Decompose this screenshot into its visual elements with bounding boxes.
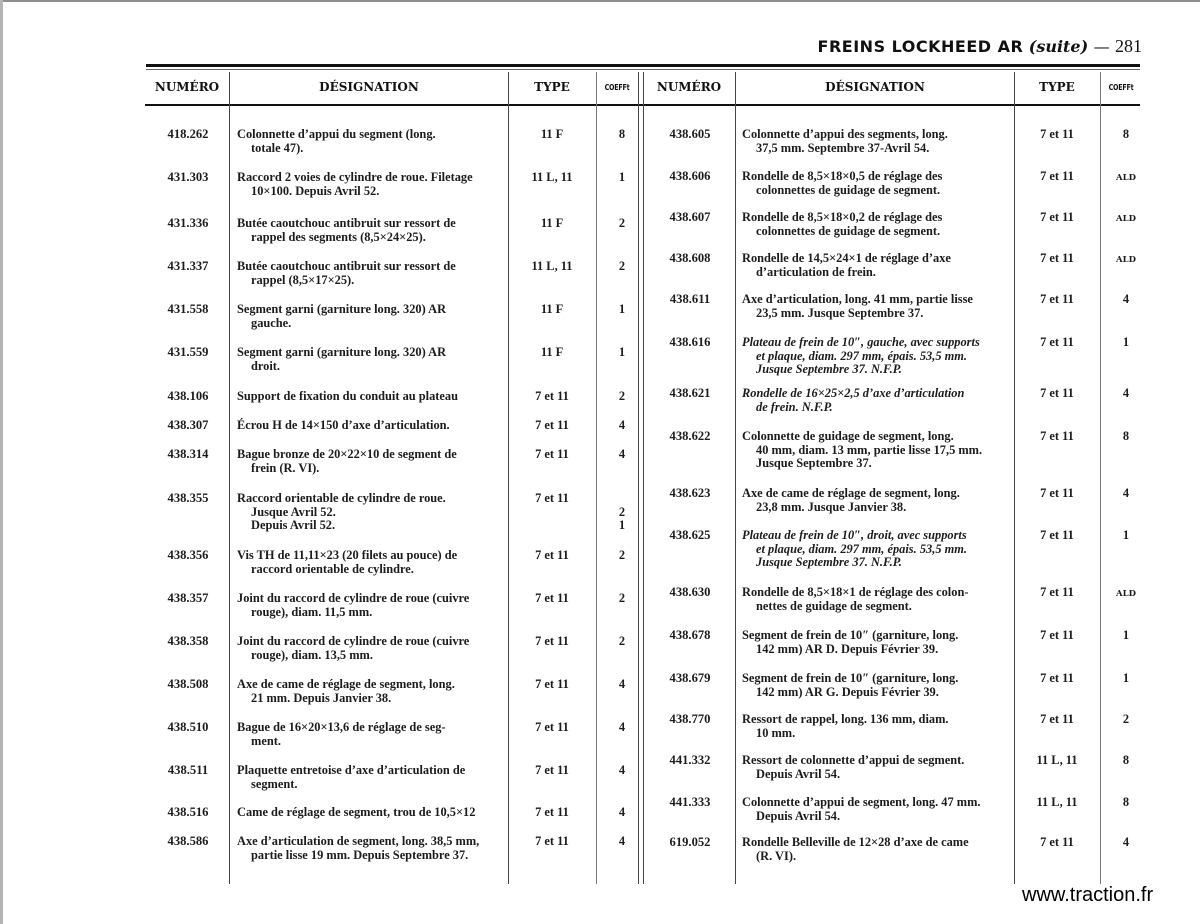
part-designation — [237, 635, 507, 662]
coefficient: 8 — [1122, 127, 1130, 141]
vehicle-type: 7 et 11 — [535, 591, 569, 605]
part-designation — [237, 592, 507, 619]
designation-line: Depuis Avril 52. — [251, 518, 336, 532]
coefficient: 1 — [618, 170, 626, 184]
vehicle-type: 11 L, 11 — [531, 170, 573, 184]
designation-line: et plaque, diam. 297 mm, épais. 53,5 mm. — [756, 541, 967, 556]
part-designation — [237, 217, 507, 244]
part-number: 438.608 — [669, 251, 711, 265]
part-designation — [742, 836, 1012, 863]
designation-line: Axe de came de réglage de segment, long. — [237, 677, 455, 691]
divider-left-designation — [508, 72, 509, 884]
vehicle-type: 7 et 11 — [535, 548, 569, 562]
designation-line: 23,5 mm. Jusque Septembre 37. — [756, 305, 924, 320]
part-number: 438.625 — [669, 528, 711, 542]
designation-line: colonnettes de guidage de segment. — [756, 223, 941, 238]
vehicle-type: 7 et 11 — [1040, 486, 1074, 500]
part-number: 438.679 — [669, 671, 711, 685]
header-coeff-left: COEFFt — [604, 83, 630, 92]
part-designation — [237, 678, 507, 705]
coefficient: 4 — [618, 720, 626, 734]
coefficient: ALD — [1116, 173, 1136, 183]
divider-center-a — [638, 72, 639, 884]
part-number: 441.333 — [669, 795, 711, 809]
part-designation — [237, 346, 507, 373]
vehicle-type: 7 et 11 — [1040, 335, 1074, 349]
designation-line: Raccord 2 voies de cylindre de roue. Filetage — [237, 170, 473, 184]
designation-line: Came de réglage de segment, trou de 10,5×12 — [237, 805, 476, 819]
coefficient: 2 — [618, 504, 626, 519]
designation-line: Colonnette d’appui des segments, long. — [742, 127, 948, 141]
coefficient: 2 — [618, 634, 626, 648]
header-type-left: TYPE — [534, 80, 570, 94]
part-designation — [742, 487, 1012, 514]
designation-line: Joint du raccord de cylindre de roue (cuivre — [237, 591, 470, 605]
vehicle-type: 7 et 11 — [535, 634, 569, 648]
designation-line: Écrou H de 14×150 d’axe d’articulation. — [237, 418, 450, 432]
designation-line: Colonnette d’appui du segment (long. — [237, 127, 436, 141]
part-number: 438.622 — [669, 429, 711, 443]
part-number: 438.607 — [669, 210, 711, 224]
designation-line: Jusque Avril 52. — [251, 504, 336, 519]
vehicle-type: 7 et 11 — [535, 834, 569, 848]
designation-line: Ressort de rappel, long. 136 mm, diam. — [742, 712, 949, 726]
coefficient: 8 — [1122, 795, 1130, 809]
designation-line: Rondelle de 8,5×18×0,5 de réglage des — [742, 169, 943, 183]
designation-line: 10×100. Depuis Avril 52. — [251, 183, 380, 198]
part-number: 438.611 — [669, 292, 711, 306]
designation-line: 142 mm) AR G. Depuis Février 39. — [756, 684, 939, 699]
vehicle-type: 7 et 11 — [1040, 210, 1074, 224]
coefficient: 4 — [618, 763, 626, 777]
designation-line: rappel (8,5×17×25). — [251, 272, 355, 287]
coefficient: 2 — [618, 591, 626, 605]
part-number: 441.332 — [669, 753, 711, 767]
part-number: 619.052 — [669, 835, 711, 849]
designation-line: Depuis Avril 54. — [756, 808, 841, 823]
part-number: 438.511 — [167, 763, 209, 777]
part-number: 438.358 — [167, 634, 209, 648]
part-number: 438.605 — [669, 127, 711, 141]
part-number: 431.336 — [167, 216, 209, 230]
designation-line: Jusque Septembre 37. N.F.P. — [756, 555, 902, 569]
coefficient: 2 — [1122, 712, 1130, 726]
part-number: 431.337 — [167, 259, 209, 273]
part-designation — [742, 629, 1012, 656]
vehicle-type: 7 et 11 — [1040, 292, 1074, 306]
divider-left-numero — [229, 72, 230, 884]
designation-line: et plaque, diam. 297 mm, épais. 53,5 mm. — [756, 348, 967, 363]
part-number: 438.586 — [167, 834, 209, 848]
part-designation — [742, 387, 1012, 414]
vehicle-type: 11 F — [540, 345, 564, 359]
part-designation — [742, 128, 1012, 155]
vehicle-type: 7 et 11 — [1040, 127, 1074, 141]
vehicle-type: 11 L, 11 — [1036, 795, 1078, 809]
section-title: FREINS LOCKHEED AR — [817, 37, 1024, 56]
part-number: 418.262 — [167, 127, 209, 141]
designation-line: Segment de frein de 10″ (garniture, long. — [742, 628, 959, 642]
designation-line: Raccord orientable de cylindre de roue. — [237, 491, 446, 505]
coefficient: 2 — [618, 259, 626, 273]
designation-line: Segment garni (garniture long. 320) AR — [237, 345, 447, 359]
coefficient: 4 — [1122, 386, 1130, 400]
designation-line: d’articulation de frein. — [756, 264, 876, 279]
header-type-right: TYPE — [1039, 80, 1075, 94]
vehicle-type: 7 et 11 — [535, 677, 569, 691]
header-numero-left: NUMÉRO — [154, 80, 220, 94]
coefficient: 1 — [1122, 335, 1130, 349]
part-designation — [237, 721, 507, 748]
vehicle-type: 7 et 11 — [535, 418, 569, 432]
designation-line: Plateau de frein de 10″, droit, avec supports — [742, 528, 967, 542]
designation-line: Depuis Avril 54. — [756, 766, 841, 781]
coefficient: 4 — [1122, 292, 1130, 306]
coefficient: 4 — [1122, 835, 1130, 849]
vehicle-type: 7 et 11 — [535, 389, 569, 403]
designation-line: Vis TH de 11,11×23 (20 filets au pouce) de — [237, 548, 458, 562]
part-number: 438.516 — [167, 805, 209, 819]
vehicle-type: 7 et 11 — [535, 805, 569, 819]
vehicle-type: 11 L, 11 — [531, 259, 573, 273]
part-designation — [237, 303, 507, 330]
divider-center-b — [643, 72, 644, 884]
part-designation — [742, 754, 1012, 781]
designation-line: Rondelle Belleville de 12×28 d’axe de came — [742, 835, 969, 849]
coefficient: ALD — [1116, 255, 1136, 265]
designation-line: Rondelle de 8,5×18×0,2 de réglage des — [742, 210, 943, 224]
coefficient: 8 — [618, 127, 626, 141]
vehicle-type: 11 F — [540, 216, 564, 230]
designation-line: 21 mm. Depuis Janvier 38. — [251, 690, 392, 705]
coefficient: 4 — [618, 677, 626, 691]
designation-line: Axe d’articulation de segment, long. 38,5 mm, — [237, 834, 480, 848]
designation-line: colonnettes de guidage de segment. — [756, 182, 941, 197]
part-number: 438.623 — [669, 486, 711, 500]
coefficient: 8 — [1122, 429, 1130, 443]
coefficient: 2 — [618, 548, 626, 562]
scan-edge-left — [0, 0, 3, 924]
designation-line: totale 47). — [251, 140, 304, 155]
designation-line: Segment de frein de 10″ (garniture, long. — [742, 671, 959, 685]
vehicle-type: 7 et 11 — [1040, 386, 1074, 400]
header-numero-right: NUMÉRO — [656, 80, 722, 94]
coefficient: 4 — [618, 447, 626, 461]
part-designation — [237, 806, 507, 820]
part-number: 438.508 — [167, 677, 209, 691]
coefficient: 1 — [1122, 528, 1130, 542]
vehicle-type: 7 et 11 — [535, 491, 569, 505]
header-coeff-right: COEFFt — [1108, 83, 1134, 92]
vehicle-type: 7 et 11 — [1040, 429, 1074, 443]
designation-line: Colonnette d’appui de segment, long. 47 mm. — [742, 795, 981, 809]
part-number: 438.616 — [669, 335, 711, 349]
header-top-rule — [146, 64, 1140, 67]
coefficient: 2 — [618, 216, 626, 230]
designation-line: partie lisse 19 mm. Depuis Septembre 37. — [251, 847, 469, 862]
vehicle-type: 7 et 11 — [535, 720, 569, 734]
header-top-rule-thin — [146, 69, 1140, 70]
vehicle-type: 7 et 11 — [1040, 628, 1074, 642]
designation-line: Rondelle de 8,5×18×1 de réglage des colon- — [742, 585, 969, 599]
designation-line: nettes de guidage de segment. — [756, 598, 912, 613]
designation-line: Plaquette entretoise d’axe d’articulation de — [237, 763, 466, 777]
part-designation — [742, 293, 1012, 320]
part-number: 438.106 — [167, 389, 209, 403]
part-number: 438.307 — [167, 418, 209, 432]
vehicle-type: 7 et 11 — [535, 763, 569, 777]
designation-line: Bague bronze de 20×22×10 de segment de — [237, 447, 457, 461]
designation-line: 142 mm) AR D. Depuis Février 39. — [756, 641, 939, 656]
part-designation — [237, 448, 507, 475]
coefficient: 1 — [618, 518, 626, 532]
part-number: 431.303 — [167, 170, 209, 184]
header-designation-right: DÉSIGNATION — [825, 80, 925, 94]
watermark: www.traction.fr — [1022, 884, 1154, 906]
coefficient: ALD — [1116, 214, 1136, 224]
designation-line: Axe de came de réglage de segment, long. — [742, 486, 960, 500]
part-designation — [742, 252, 1012, 279]
part-designation — [742, 796, 1012, 823]
designation-line: Butée caoutchouc antibruit sur ressort de — [237, 259, 456, 273]
coefficient: 4 — [618, 805, 626, 819]
part-designation — [237, 171, 507, 198]
designation-line: Plateau de frein de 10″, gauche, avec supports — [742, 335, 980, 349]
vehicle-type: 7 et 11 — [1040, 671, 1074, 685]
part-designation — [237, 492, 507, 533]
designation-line: 23,8 mm. Jusque Janvier 38. — [756, 499, 907, 514]
coefficient: ALD — [1116, 589, 1136, 599]
part-designation — [237, 549, 507, 576]
part-designation — [742, 529, 1012, 570]
part-number: 438.356 — [167, 548, 209, 562]
part-number: 438.355 — [167, 491, 209, 505]
designation-line: ment. — [251, 733, 281, 748]
designation-line: 37,5 mm. Septembre 37-Avril 54. — [756, 140, 930, 155]
designation-line: Jusque Septembre 37. N.F.P. — [756, 362, 902, 376]
designation-line: Rondelle de 16×25×2,5 d’axe d’articulation — [742, 386, 965, 400]
designation-line: Support de fixation du conduit au plateau — [237, 389, 459, 403]
vehicle-type: 7 et 11 — [1040, 169, 1074, 183]
title-dash: — — [1093, 37, 1110, 56]
designation-line: droit. — [251, 358, 281, 373]
designation-line: Joint du raccord de cylindre de roue (cuivre — [237, 634, 470, 648]
part-number: 438.357 — [167, 591, 209, 605]
coefficient: 1 — [618, 302, 626, 316]
coefficient: 1 — [618, 345, 626, 359]
part-designation — [742, 336, 1012, 377]
vehicle-type: 7 et 11 — [1040, 585, 1074, 599]
part-number: 438.606 — [669, 169, 711, 183]
coefficient: 4 — [618, 834, 626, 848]
part-number: 438.621 — [669, 386, 711, 400]
divider-right-numero — [735, 72, 736, 884]
designation-line: raccord orientable de cylindre. — [251, 561, 414, 576]
scan-edge-top — [0, 0, 1200, 2]
designation-line: rouge), diam. 13,5 mm. — [251, 647, 373, 662]
designation-line: Segment garni (garniture long. 320) AR — [237, 302, 447, 316]
designation-line: (R. VI). — [756, 848, 797, 863]
vehicle-type: 11 F — [540, 127, 564, 141]
part-designation — [237, 390, 507, 404]
coefficient: 1 — [1122, 628, 1130, 642]
designation-line: rappel des segments (8,5×24×25). — [251, 229, 426, 244]
designation-line: Axe d’articulation, long. 41 mm, partie lisse — [742, 292, 973, 306]
designation-line: de frein. N.F.P. — [756, 399, 833, 414]
vehicle-type: 7 et 11 — [1040, 251, 1074, 265]
page-number: 281 — [1115, 36, 1142, 56]
section-title-suite: (suite) — [1028, 37, 1089, 56]
part-designation — [742, 586, 1012, 613]
part-number: 438.630 — [669, 585, 711, 599]
coefficient: 8 — [1122, 753, 1130, 767]
part-number: 431.558 — [167, 302, 209, 316]
part-number: 431.559 — [167, 345, 209, 359]
vehicle-type: 7 et 11 — [1040, 528, 1074, 542]
vehicle-type: 7 et 11 — [1040, 712, 1074, 726]
divider-left-type — [596, 72, 597, 884]
designation-line: 40 mm, diam. 13 mm, partie lisse 17,5 mm. — [756, 442, 983, 457]
part-designation — [742, 170, 1012, 197]
divider-right-type — [1100, 72, 1101, 884]
part-designation — [237, 128, 507, 155]
designation-line: frein (R. VI). — [251, 460, 320, 475]
designation-line: Bague de 16×20×13,6 de réglage de seg- — [237, 720, 446, 734]
part-number: 438.510 — [167, 720, 209, 734]
designation-line: rouge), diam. 11,5 mm. — [251, 604, 373, 619]
part-designation — [237, 835, 507, 862]
coefficient: 1 — [1122, 671, 1130, 685]
coefficient: 4 — [1122, 486, 1130, 500]
designation-line: gauche. — [251, 315, 292, 330]
part-number: 438.678 — [669, 628, 711, 642]
vehicle-type: 11 L, 11 — [1036, 753, 1078, 767]
vehicle-type: 7 et 11 — [535, 447, 569, 461]
vehicle-type: 7 et 11 — [1040, 835, 1074, 849]
part-designation — [237, 764, 507, 791]
designation-line: Jusque Septembre 37. — [756, 456, 872, 470]
designation-line: Ressort de colonnette d’appui de segment. — [742, 753, 965, 767]
vehicle-type: 11 F — [540, 302, 564, 316]
header-designation-left: DÉSIGNATION — [319, 80, 419, 94]
part-designation — [742, 430, 1012, 471]
designation-line: Colonnette de guidage de segment, long. — [742, 429, 954, 443]
part-number: 438.770 — [669, 712, 711, 726]
part-number: 438.314 — [167, 447, 209, 461]
part-designation — [237, 419, 507, 433]
designation-line: 10 mm. — [756, 725, 796, 740]
coefficient: 2 — [618, 389, 626, 403]
part-designation — [237, 260, 507, 287]
part-designation — [742, 672, 1012, 699]
part-designation — [742, 211, 1012, 238]
designation-line: segment. — [251, 776, 298, 791]
designation-line: Butée caoutchouc antibruit sur ressort de — [237, 216, 456, 230]
coefficient: 4 — [618, 418, 626, 432]
designation-line: Rondelle de 14,5×24×1 de réglage d’axe — [742, 251, 951, 265]
page-title — [818, 36, 1142, 57]
part-designation — [742, 713, 1012, 740]
